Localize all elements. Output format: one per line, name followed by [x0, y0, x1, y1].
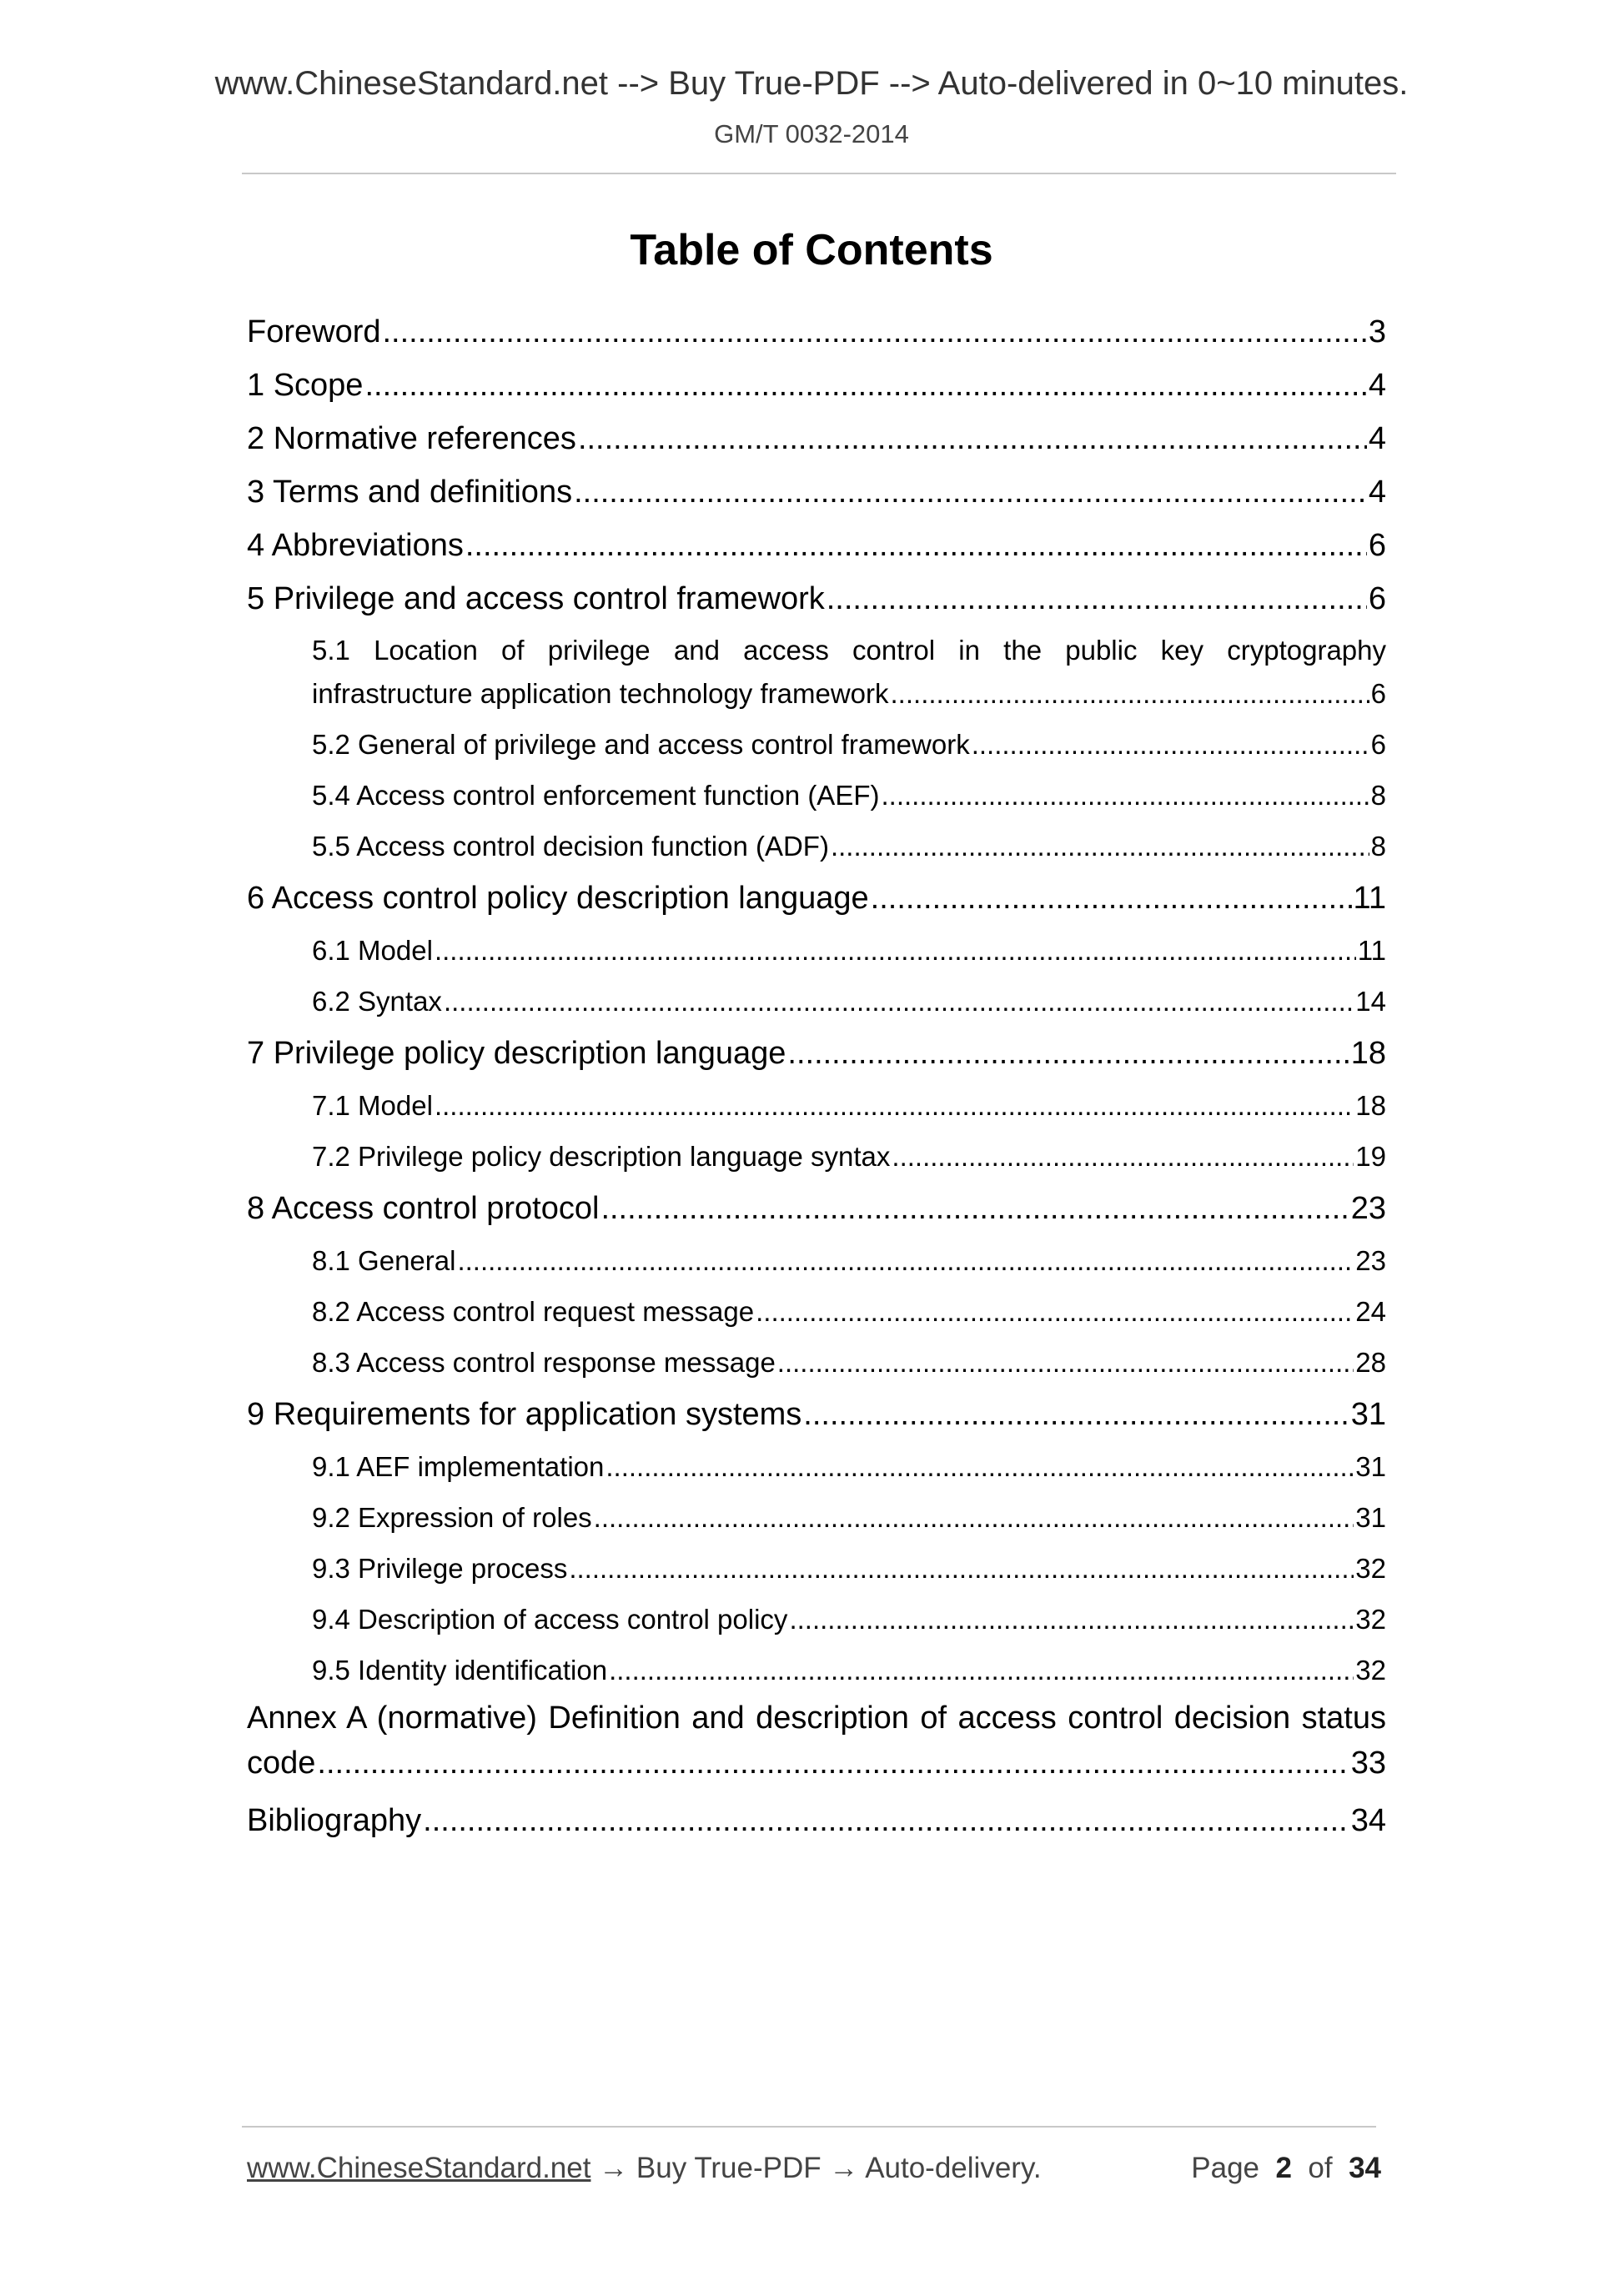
- dot-leader: [600, 1182, 1349, 1235]
- page-number: [1191, 2152, 1381, 2185]
- toc-entry-page: 3: [1368, 314, 1386, 349]
- toc-entry-page: 23: [1355, 1245, 1386, 1276]
- toc-entry-label: 7 Privilege policy description language: [247, 1036, 786, 1071]
- toc-entry-9-5[interactable]: [247, 1645, 1386, 1696]
- arrow-icon: →: [821, 2152, 866, 2184]
- toc-entry-label: 9.4 Description of access control policy: [312, 1604, 788, 1635]
- dot-leader: [594, 1492, 1354, 1543]
- toc-entry-page: 6: [1368, 528, 1386, 563]
- toc-entry-section-6[interactable]: [247, 872, 1386, 925]
- toc-entry-page: 8: [1370, 831, 1386, 862]
- dot-leader: [609, 1645, 1354, 1696]
- toc-entry-page: 24: [1355, 1296, 1386, 1327]
- toc-entry-label: 9 Requirements for application systems: [247, 1397, 802, 1432]
- toc-entry-9-3[interactable]: [247, 1543, 1386, 1594]
- dot-leader: [605, 1441, 1354, 1492]
- toc-entry-8-1[interactable]: [247, 1235, 1386, 1286]
- toc-entry-5-2[interactable]: [247, 719, 1386, 770]
- footer-divider: [242, 2126, 1376, 2128]
- toc-entry-label-line2: code: [247, 1746, 316, 1781]
- toc-entry-5-5[interactable]: [247, 821, 1386, 872]
- toc-entry-label: 6.1 Model: [312, 935, 433, 966]
- toc-entry-page: 4: [1368, 475, 1386, 510]
- dot-leader: [423, 1794, 1349, 1847]
- arrow-icon: →: [590, 2152, 636, 2184]
- toc-entry-scope[interactable]: [247, 359, 1386, 412]
- toc-entry-label: 5 Privilege and access control framework: [247, 581, 825, 616]
- page-word: Page: [1191, 2152, 1260, 2184]
- toc-entry-label: 2 Normative references: [247, 421, 576, 456]
- toc-entry-label: 4 Abbreviations: [247, 528, 464, 563]
- dot-leader: [789, 1594, 1354, 1645]
- toc-entry-8-3[interactable]: [247, 1337, 1386, 1388]
- toc-entry-label: Foreword: [247, 314, 381, 349]
- toc-entry-5-1[interactable]: [247, 625, 1386, 719]
- toc-entry-page: 31: [1355, 1502, 1386, 1533]
- dot-leader: [435, 925, 1356, 976]
- toc-entry-page: 32: [1355, 1604, 1386, 1635]
- toc-entry-page: 18: [1350, 1036, 1386, 1071]
- toc-entry-page: 6: [1368, 581, 1386, 616]
- dot-leader: [578, 412, 1367, 465]
- toc-entry-label: 5.4 Access control enforcement function (AEF): [312, 780, 880, 811]
- toc-entry-page: 14: [1355, 986, 1386, 1017]
- page-of-word: of: [1308, 2152, 1333, 2184]
- current-page: 2: [1275, 2152, 1292, 2184]
- toc-entry-label: 8.1 General: [312, 1245, 456, 1276]
- toc-entry-label: 1 Scope: [247, 368, 364, 403]
- toc-entry-label: 6.2 Syntax: [312, 986, 442, 1017]
- toc-entry-label: 9.3 Privilege process: [312, 1553, 568, 1584]
- toc-entry-label: 9.5 Identity identification: [312, 1655, 608, 1686]
- toc-entry-label: 8.2 Access control request message: [312, 1296, 755, 1327]
- footer-buy-text: Buy True-PDF: [636, 2152, 822, 2184]
- toc-entry-label-line2: infrastructure application technology framework: [312, 678, 889, 709]
- toc-entry-label: 6 Access control policy description language: [247, 881, 869, 916]
- dot-leader: [574, 465, 1367, 519]
- toc-entry-label: 7.1 Model: [312, 1090, 433, 1121]
- toc-entry-label: 7.2 Privilege policy description language syntax: [312, 1141, 891, 1172]
- toc-entry-page: 19: [1355, 1141, 1386, 1172]
- toc-entry-9-4[interactable]: [247, 1594, 1386, 1645]
- dot-leader: [881, 770, 1369, 821]
- dot-leader: [465, 519, 1367, 572]
- toc-entry-page: 28: [1355, 1347, 1386, 1378]
- table-of-contents: [247, 305, 1386, 1847]
- dot-leader: [756, 1286, 1354, 1337]
- header-banner: www.ChineseStandard.net --> Buy True-PDF --> Auto-delivered in 0~10 minutes.: [214, 65, 1409, 102]
- toc-entry-normative-references[interactable]: [247, 412, 1386, 465]
- dot-leader: [827, 572, 1367, 625]
- dot-leader: [569, 1543, 1354, 1594]
- dot-leader: [457, 1235, 1354, 1286]
- toc-entry-page: 6: [1370, 678, 1386, 709]
- page-title: Table of Contents: [630, 226, 993, 274]
- toc-entry-section-9[interactable]: [247, 1388, 1386, 1441]
- dot-leader: [317, 1741, 1349, 1786]
- toc-entry-label: Bibliography: [247, 1803, 422, 1838]
- toc-entry-page: 4: [1368, 421, 1386, 456]
- toc-entry-6-1[interactable]: [247, 925, 1386, 976]
- toc-entry-page: 32: [1355, 1655, 1386, 1686]
- toc-entry-page: 6: [1370, 729, 1386, 760]
- toc-entry-9-1[interactable]: [247, 1441, 1386, 1492]
- toc-entry-bibliography[interactable]: [247, 1794, 1386, 1847]
- toc-entry-7-1[interactable]: [247, 1080, 1386, 1131]
- toc-entry-label: 8.3 Access control response message: [312, 1347, 776, 1378]
- toc-entry-page: 4: [1368, 368, 1386, 403]
- dot-leader: [364, 359, 1366, 412]
- toc-entry-label: 5.2 General of privilege and access control framework: [312, 729, 970, 760]
- toc-entry-label: 5.5 Access control decision function (ADF): [312, 831, 829, 862]
- toc-entry-label: 9.1 AEF implementation: [312, 1451, 605, 1482]
- toc-entry-page: 31: [1350, 1397, 1386, 1432]
- toc-entry-page: 23: [1350, 1191, 1386, 1226]
- toc-entry-7-2[interactable]: [247, 1131, 1386, 1182]
- standard-code: GM/T 0032-2014: [714, 119, 909, 148]
- toc-entry-page: 33: [1350, 1746, 1386, 1781]
- toc-entry-label-line1: Annex A (normative) Definition and description of access control decision status: [247, 1701, 1386, 1736]
- toc-entry-abbreviations[interactable]: [247, 519, 1386, 572]
- toc-entry-terms-definitions[interactable]: [247, 465, 1386, 519]
- dot-leader: [435, 1080, 1354, 1131]
- toc-entry-label: 9.2 Expression of roles: [312, 1502, 592, 1533]
- toc-entry-section-8[interactable]: [247, 1182, 1386, 1235]
- toc-entry-8-2[interactable]: [247, 1286, 1386, 1337]
- dot-leader: [787, 1027, 1349, 1080]
- dot-leader: [383, 305, 1367, 359]
- toc-entry-5-4[interactable]: [247, 770, 1386, 821]
- toc-entry-page: 8: [1370, 780, 1386, 811]
- toc-entry-page: 31: [1355, 1451, 1386, 1482]
- footer-site-link[interactable]: www.ChineseStandard.net: [247, 2152, 591, 2184]
- toc-entry-page: 11: [1353, 881, 1386, 916]
- dot-leader: [972, 719, 1369, 770]
- toc-entry-page: 11: [1357, 935, 1386, 966]
- dot-leader: [831, 821, 1369, 872]
- toc-entry-annex-a[interactable]: [247, 1696, 1386, 1794]
- footer-links: [247, 2152, 1042, 2185]
- toc-entry-foreword[interactable]: [247, 305, 1386, 359]
- toc-entry-page: 18: [1355, 1090, 1386, 1121]
- toc-entry-label: 3 Terms and definitions: [247, 475, 573, 510]
- toc-entry-page: 32: [1355, 1553, 1386, 1584]
- toc-entry-section-5[interactable]: [247, 572, 1386, 625]
- toc-entry-6-2[interactable]: [247, 976, 1386, 1027]
- dot-leader: [871, 872, 1352, 925]
- dot-leader: [444, 976, 1354, 1027]
- toc-entry-label: 8 Access control protocol: [247, 1191, 600, 1226]
- toc-entry-page: 34: [1350, 1803, 1386, 1838]
- dot-leader: [892, 1131, 1354, 1182]
- dot-leader: [803, 1388, 1349, 1441]
- footer-delivery-text: Auto-delivery.: [865, 2152, 1042, 2184]
- toc-entry-section-7[interactable]: [247, 1027, 1386, 1080]
- dot-leader: [891, 672, 1369, 716]
- total-pages: 34: [1349, 2152, 1381, 2184]
- toc-entry-9-2[interactable]: [247, 1492, 1386, 1543]
- toc-entry-label-line1: 5.1 Location of privilege and access control in the public key cryptography: [312, 635, 1386, 666]
- header-divider: [242, 173, 1396, 174]
- dot-leader: [777, 1337, 1354, 1388]
